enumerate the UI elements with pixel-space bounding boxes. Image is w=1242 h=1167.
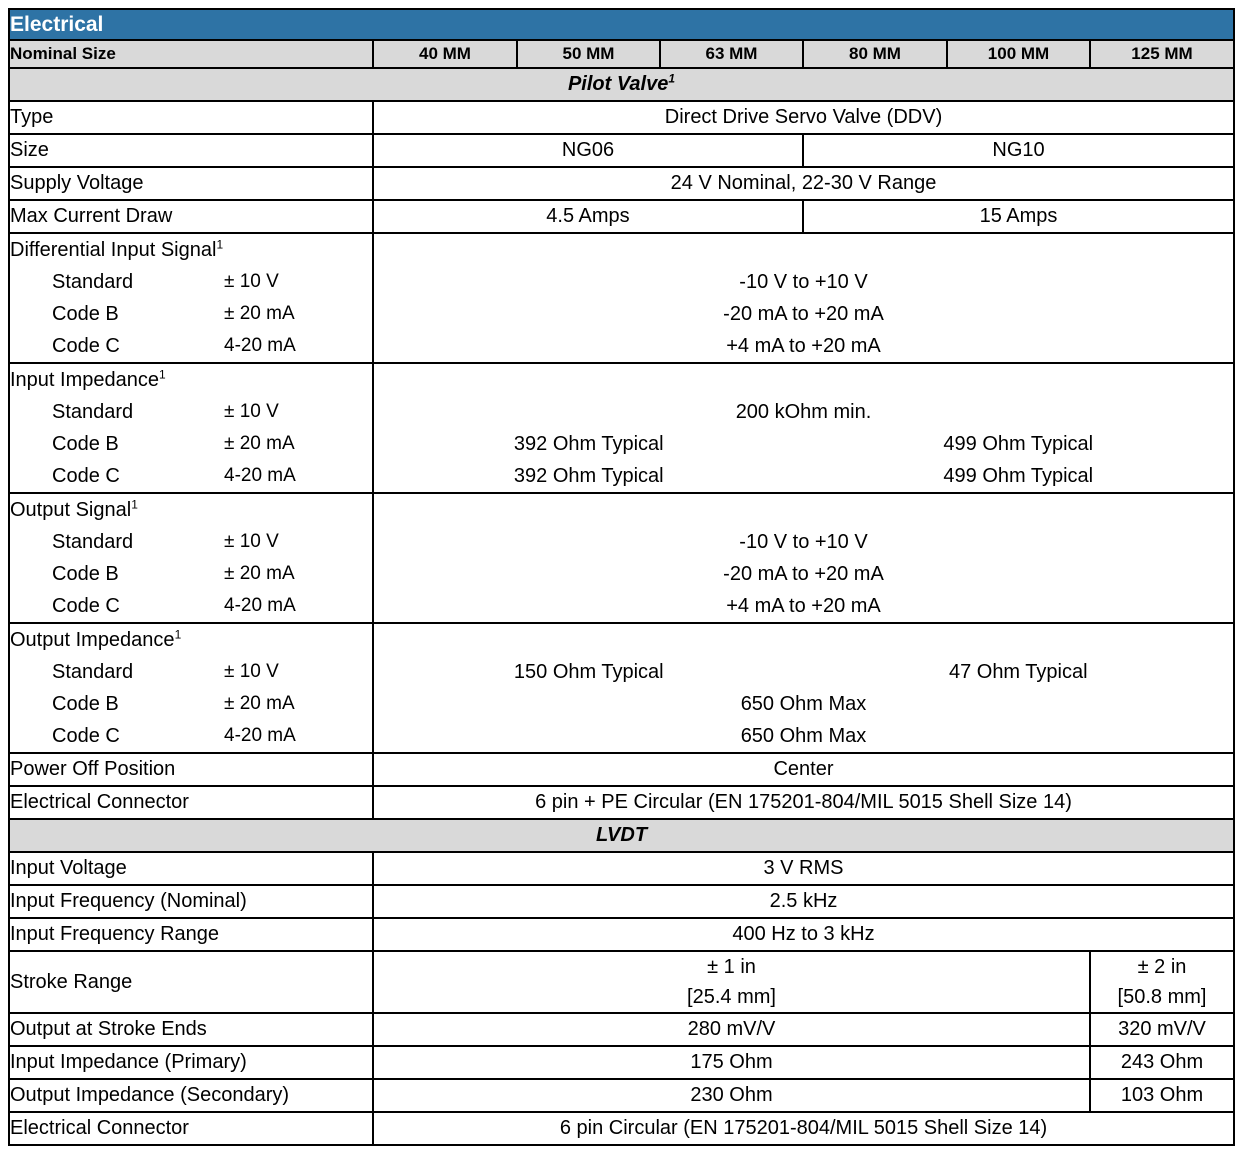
- table-row: [9, 918, 1234, 951]
- electrical-spec-table: [8, 8, 1235, 1146]
- row-label-stroke-range: Stroke Range: [9, 951, 373, 1013]
- row-label-pilot-connector: Electrical Connector: [9, 786, 373, 819]
- row-label-type: Type: [9, 101, 373, 134]
- group-label-output-impedance: Output Impedance$^1$ Standard ± 10 V Code B ± 20 mA Code C 4-20 mA: [9, 623, 373, 753]
- table-title: Electrical: [9, 9, 1234, 40]
- footnote-marker: 1: [668, 71, 676, 86]
- table-row: [9, 1046, 1234, 1079]
- value-supply-voltage: 24 V Nominal, 22-30 V Range: [373, 167, 1234, 200]
- value-output-stroke-ends-short: 280 mV/V: [373, 1013, 1090, 1046]
- row-label-input-voltage: Input Voltage: [9, 852, 373, 885]
- row-label-input-frequency-nominal: Input Frequency (Nominal): [9, 885, 373, 918]
- row-label-power-off: Power Off Position: [9, 753, 373, 786]
- value-stroke-range-long: ± 2 in [50.8 mm]: [1090, 951, 1234, 1013]
- value-size-small: NG06: [373, 134, 803, 167]
- value-group-input-impedance: 200 kOhm min. 392 Ohm Typical 499 Ohm Typical 392 Ohm Typical 499 Ohm Typical: [373, 363, 1234, 493]
- section-title-pilot-valve: Pilot Valve$^1$: [9, 68, 1234, 101]
- size-header-100: 100 MM: [947, 40, 1090, 68]
- row-label-size: Size: [9, 134, 373, 167]
- table-row: [9, 951, 1234, 1013]
- group-label-diff-input: Differential Input Signal$^1$ Standard ± 10 V Code B ± 20 mA Code C 4-20 mA: [9, 233, 373, 363]
- header-row: [9, 40, 1234, 68]
- value-output-impedance-secondary-long: 103 Ohm: [1090, 1079, 1234, 1112]
- row-label-max-current: Max Current Draw: [9, 200, 373, 233]
- table-row: [9, 852, 1234, 885]
- table-row: [9, 753, 1234, 786]
- row-label-output-impedance-secondary: Output Impedance (Secondary): [9, 1079, 373, 1112]
- group-label-input-impedance: Input Impedance$^1$ Standard ± 10 V Code B ± 20 mA Code C 4-20 mA: [9, 363, 373, 493]
- value-pilot-connector: 6 pin + PE Circular (EN 175201-804/MIL 5015 Shell Size 14): [373, 786, 1234, 819]
- value-group-output-signal: -10 V to +10 V -20 mA to +20 mA +4 mA to +20 mA: [373, 493, 1234, 623]
- table-row: [9, 786, 1234, 819]
- section-title-lvdt: LVDT: [9, 819, 1234, 852]
- table-row-group: [9, 233, 1234, 363]
- value-group-output-impedance: 150 Ohm Typical 47 Ohm Typical 650 Ohm Max 650 Ohm Max: [373, 623, 1234, 753]
- table-row: [9, 1112, 1234, 1145]
- value-group-diff-input: -10 V to +10 V -20 mA to +20 mA +4 mA to +20 mA: [373, 233, 1234, 363]
- row-label-input-frequency-range: Input Frequency Range: [9, 918, 373, 951]
- row-label-supply-voltage: Supply Voltage: [9, 167, 373, 200]
- value-output-impedance-secondary-short: 230 Ohm: [373, 1079, 1090, 1112]
- table-row: [9, 885, 1234, 918]
- section-row-pilot-valve: [9, 68, 1234, 101]
- size-header-40: 40 MM: [373, 40, 517, 68]
- value-stroke-range-short: ± 1 in [25.4 mm]: [373, 951, 1090, 1013]
- table-row-group: [9, 623, 1234, 753]
- nominal-size-label: Nominal Size: [9, 40, 373, 68]
- table-row: [9, 200, 1234, 233]
- table-row: [9, 167, 1234, 200]
- row-label-output-stroke-ends: Output at Stroke Ends: [9, 1013, 373, 1046]
- value-input-frequency-nominal: 2.5 kHz: [373, 885, 1234, 918]
- size-header-63: 63 MM: [660, 40, 803, 68]
- value-power-off: Center: [373, 753, 1234, 786]
- table-row-group: [9, 493, 1234, 623]
- section-row-lvdt: [9, 819, 1234, 852]
- value-input-impedance-primary-long: 243 Ohm: [1090, 1046, 1234, 1079]
- value-lvdt-connector: 6 pin Circular (EN 175201-804/MIL 5015 Shell Size 14): [373, 1112, 1234, 1145]
- group-label-output-signal: Output Signal$^1$ Standard ± 10 V Code B ± 20 mA Code C 4-20 mA: [9, 493, 373, 623]
- value-max-current-large: 15 Amps: [803, 200, 1234, 233]
- value-input-impedance-primary-short: 175 Ohm: [373, 1046, 1090, 1079]
- size-header-125: 125 MM: [1090, 40, 1234, 68]
- row-label-lvdt-connector: Electrical Connector: [9, 1112, 373, 1145]
- value-size-large: NG10: [803, 134, 1234, 167]
- value-type: Direct Drive Servo Valve (DDV): [373, 101, 1234, 134]
- table-title-row: [9, 9, 1234, 40]
- value-output-stroke-ends-long: 320 mV/V: [1090, 1013, 1234, 1046]
- table-row-group: [9, 363, 1234, 493]
- value-input-voltage: 3 V RMS: [373, 852, 1234, 885]
- table-row: [9, 1079, 1234, 1112]
- table-row: [9, 1013, 1234, 1046]
- table-row: [9, 101, 1234, 134]
- size-header-50: 50 MM: [517, 40, 660, 68]
- table-row: [9, 134, 1234, 167]
- size-header-80: 80 MM: [803, 40, 947, 68]
- value-max-current-small: 4.5 Amps: [373, 200, 803, 233]
- value-input-frequency-range: 400 Hz to 3 kHz: [373, 918, 1234, 951]
- row-label-input-impedance-primary: Input Impedance (Primary): [9, 1046, 373, 1079]
